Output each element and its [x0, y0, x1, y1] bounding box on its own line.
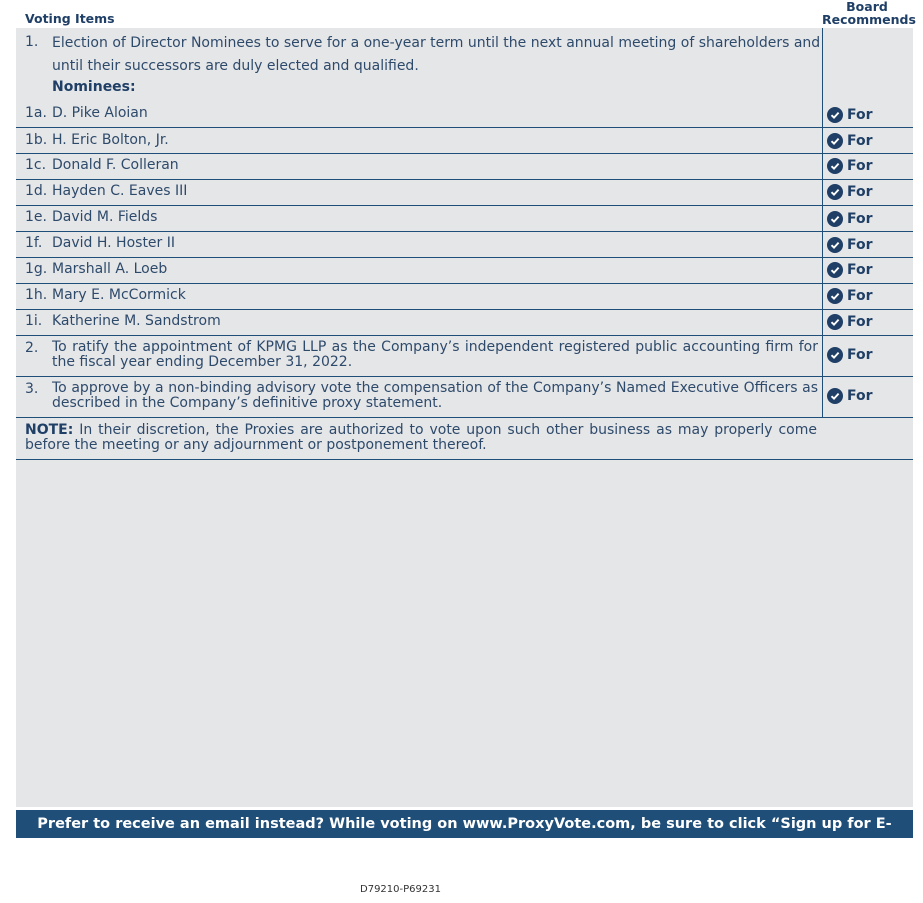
- proposal-text: Election of Director Nominees to serve for a one-year term until the next annual meeting of shareholders and until their successors are duly elected and qualified.: [52, 35, 821, 74]
- check-circle-icon: [827, 347, 843, 363]
- note-text: In their discretion, the Proxies are authorized to vote upon such other business as may properly come before the meeting or any adjournment or postponement thereof.: [25, 422, 817, 453]
- board-header-line2: Recommends: [822, 12, 916, 27]
- nominee-row-1b: [16, 128, 913, 154]
- document-code: D79210-P69231: [360, 884, 441, 895]
- nominee-number: 1b.: [25, 132, 48, 148]
- nominee-name: H. Eric Bolton, Jr.: [52, 132, 169, 148]
- nominee-name: D. Pike Aloian: [52, 105, 148, 121]
- nominee-name: Hayden C. Eaves III: [52, 183, 188, 199]
- nominee-number: 1a.: [25, 105, 47, 121]
- board-recommendation: For: [827, 158, 873, 174]
- note-paragraph: [25, 423, 817, 453]
- proposal-text: To ratify the appointment of KPMG LLP as the Company’s independent registered public accounting firm for the fiscal year ending December 31, 2022.: [52, 339, 818, 370]
- board-recommendation: For: [827, 211, 873, 227]
- nominee-row-1d: [16, 180, 913, 206]
- nominee-row-1e: [16, 206, 913, 232]
- check-circle-icon: [827, 262, 843, 278]
- nominees-label: Nominees:: [52, 79, 136, 95]
- nominee-row-1a: [16, 102, 913, 128]
- check-circle-icon: [827, 237, 843, 253]
- nominee-row-1c: [16, 154, 913, 180]
- check-circle-icon: [827, 133, 843, 149]
- nominee-name: Donald F. Colleran: [52, 157, 179, 173]
- nominee-row-1g: [16, 258, 913, 284]
- voting-table: [16, 28, 913, 807]
- proposal-number: 2.: [25, 340, 39, 356]
- nominee-number: 1d.: [25, 183, 48, 199]
- nominee-number: 1i.: [25, 313, 43, 329]
- board-recommendation: For: [827, 262, 873, 278]
- nominee-row-1i: [16, 310, 913, 336]
- check-circle-icon: [827, 211, 843, 227]
- check-circle-icon: [827, 314, 843, 330]
- check-circle-icon: [827, 388, 843, 404]
- check-circle-icon: [827, 158, 843, 174]
- note-divider: [16, 459, 913, 460]
- nominee-row-1h: [16, 284, 913, 310]
- board-recommendation: For: [827, 133, 873, 149]
- proposal-number: 3.: [25, 381, 39, 397]
- voting-items-header: Voting Items: [25, 11, 115, 26]
- nominee-number: 1h.: [25, 287, 48, 303]
- board-recommendation: For: [827, 184, 873, 200]
- board-recommendation: For: [827, 314, 873, 330]
- board-recommendation: For: [827, 237, 873, 253]
- nominee-number: 1c.: [25, 157, 47, 173]
- proposal-number: 1.: [25, 34, 39, 50]
- proposal-text: To approve by a non-binding advisory vote the compensation of the Company’s Named Executive Officers as described in the Company’s definitive proxy statement.: [52, 380, 818, 411]
- e-delivery-banner: Prefer to receive an email instead? While voting on www.ProxyVote.com, be sure to click “Sign up for E-delivery”.: [16, 810, 913, 838]
- nominee-name: Marshall A. Loeb: [52, 261, 168, 277]
- nominee-name: Katherine M. Sandstrom: [52, 313, 221, 329]
- proposal-2-row: [16, 336, 913, 377]
- nominee-name: David M. Fields: [52, 209, 158, 225]
- nominee-name: Mary E. McCormick: [52, 287, 186, 303]
- board-recommendation: For: [827, 288, 873, 304]
- nominee-number: 1f.: [25, 235, 43, 251]
- check-circle-icon: [827, 107, 843, 123]
- board-recommends-header: [822, 0, 916, 27]
- nominee-number: 1e.: [25, 209, 47, 225]
- board-recommendation: For: [827, 347, 873, 363]
- check-circle-icon: [827, 184, 843, 200]
- board-recommendation: For: [827, 388, 873, 404]
- check-circle-icon: [827, 288, 843, 304]
- nominee-row-1f: [16, 232, 913, 258]
- nominee-name: David H. Hoster II: [52, 235, 176, 251]
- note-label: NOTE:: [25, 422, 74, 438]
- board-recommendation: For: [827, 107, 873, 123]
- nominee-number: 1g.: [25, 261, 48, 277]
- board-header-line1: Board: [846, 0, 888, 14]
- proposal-3-row: [16, 377, 913, 418]
